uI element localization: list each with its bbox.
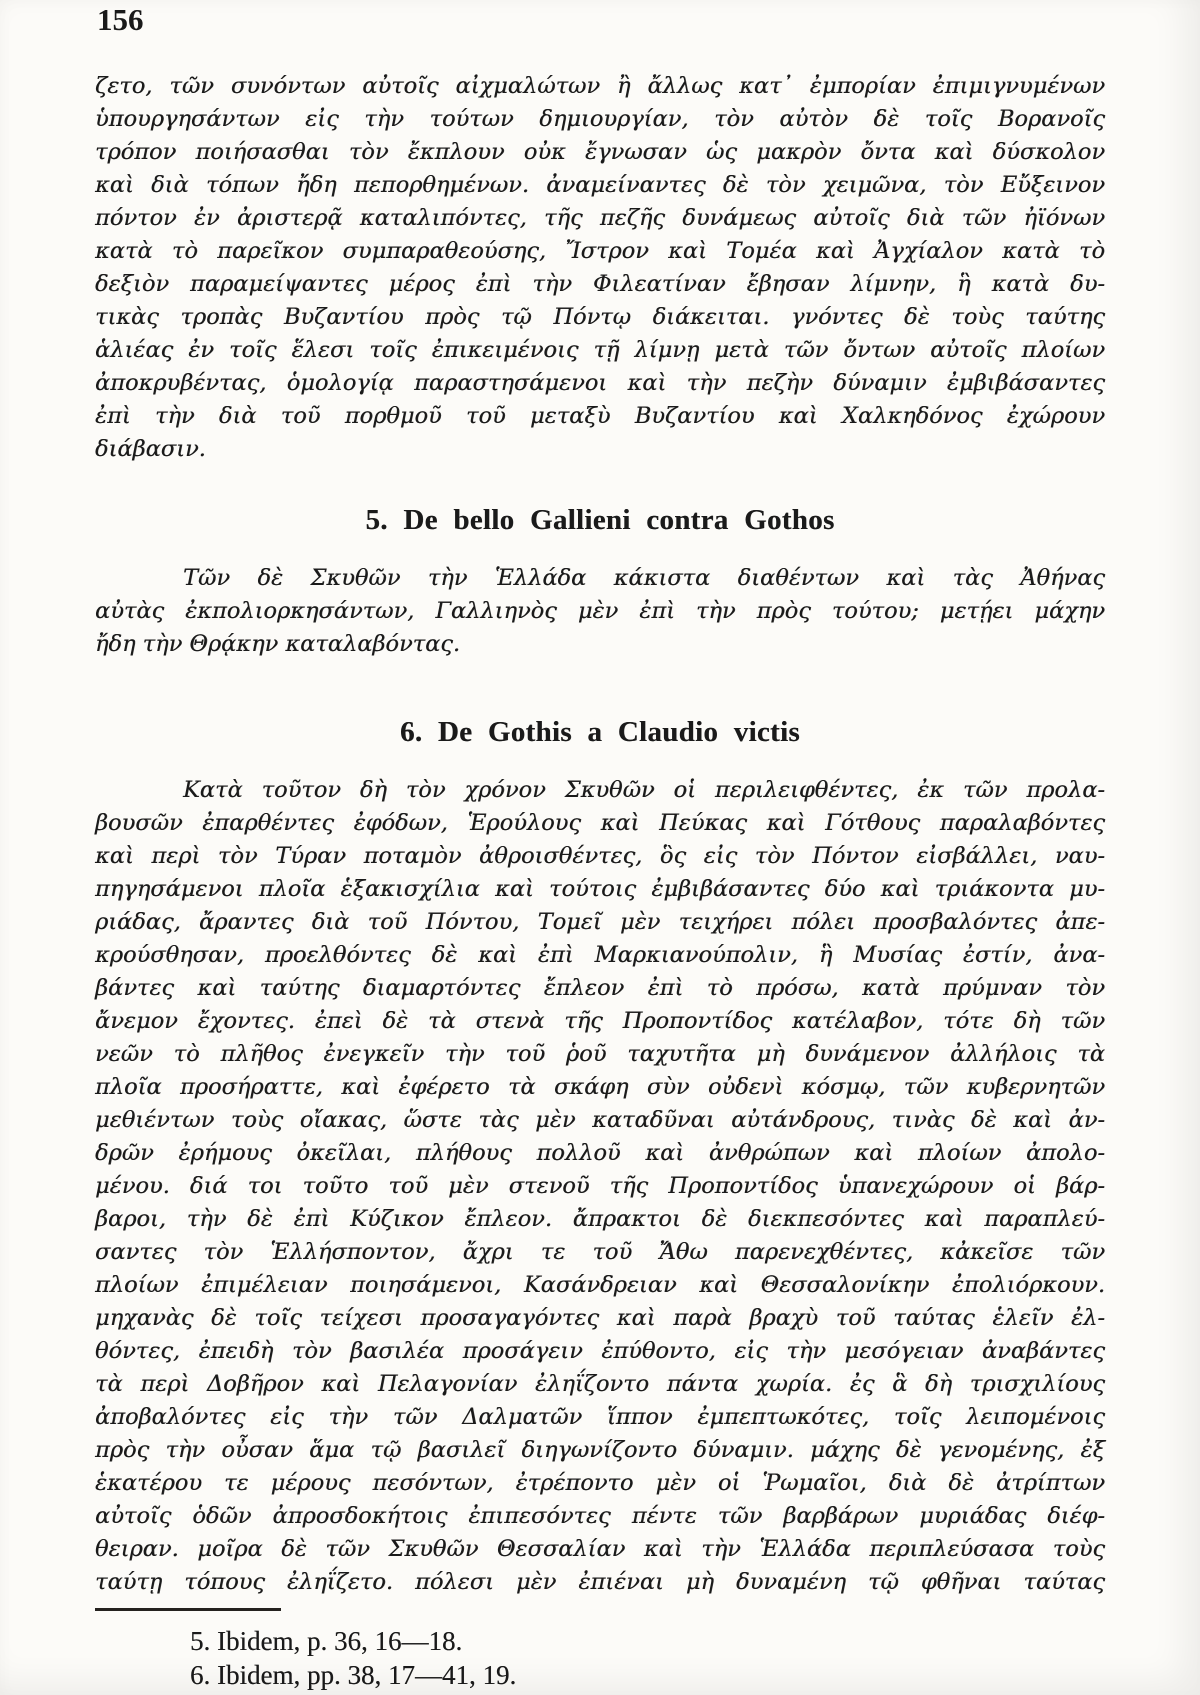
- text-line: θόντες, ἐπειδὴ τὸν βασιλέα προσάγειν ἐπύθοντο, εἰς τὴν μεσόγειαν ἀναβάντες: [95, 1338, 1105, 1364]
- text-line: ἁλιέας ἐν τοῖς ἕλεσι τοῖς ἐπικειμένοις τῇ λίμνῃ μετὰ τῶν ὄντων αὐτοῖς πλοίων: [95, 337, 1105, 363]
- section-6-paragraph: [95, 774, 1105, 1599]
- text-line: πηγησάμενοι πλοῖα ἑξακισχίλια καὶ τούτοις ἐμβιβάσαντες δύο καὶ τριάκοντα μυ-: [95, 876, 1105, 902]
- intro-paragraph: [95, 70, 1105, 466]
- text-line: θειραν. μοῖρα δὲ τῶν Σκυθῶν Θεσσαλίαν καὶ τὴν Ἑλλάδα περιπλεύσασα τοὺς: [95, 1536, 1105, 1562]
- text-line: αὐτοῖς ὁδῶν ἀπροσδοκήτοις ἐπιπεσόντες πέντε τῶν βαρβάρων μυριάδας διέφ-: [95, 1503, 1105, 1529]
- text-line: δρῶν ἐρήμους ὀκεῖλαι, πλήθους πολλοῦ καὶ ἀνθρώπων καὶ πλοίων ἀπολο-: [95, 1140, 1105, 1166]
- text-line: μηχανὰς δὲ τοῖς τείχεσι προσαγαγόντες καὶ παρὰ βραχὺ τοῦ ταύτας ἑλεῖν ἐλ-: [95, 1305, 1105, 1331]
- text-line: πρὸς τὴν οὖσαν ἅμα τῷ βασιλεῖ διηγωνίζοντο δύναμιν. μάχης δὲ γενομένης, ἐξ: [95, 1437, 1105, 1463]
- section-5-heading: 5. De bello Gallieni contra Gothos: [365, 504, 835, 536]
- text-line: βάντες καὶ ταύτης διαμαρτόντες ἔπλεον ἐπὶ τὸ πρόσω, κατὰ πρύμναν τὸν: [95, 975, 1105, 1001]
- text-line: Τῶν δὲ Σκυθῶν τὴν Ἑλλάδα κάκιστα διαθέντων καὶ τὰς Ἀθήνας: [183, 565, 1105, 591]
- text-line: πλοῖα προσήραττε, καὶ ἐφέρετο τὰ σκάφη σὺν οὐδενὶ κόσμῳ, τῶν κυβερνητῶν: [95, 1074, 1105, 1100]
- text-line: πλοίων ἐπιμέλειαν ποιησάμενοι, Κασάνδρειαν καὶ Θεσσαλονίκην ἐπολιόρκουν.: [95, 1272, 1105, 1298]
- text-line: ἀποβαλόντες εἰς τὴν τῶν Δαλματῶν ἵππον ἐμπεπτωκότες, τοῖς λειπομένοις: [95, 1404, 1105, 1430]
- text-line: μένου. διά τοι τοῦτο τοῦ μὲν στενοῦ τῆς Προποντίδος ὑπανεχώρουν οἱ βάρ-: [95, 1173, 1105, 1199]
- footnotes: [190, 1624, 950, 1692]
- text-line: ἄνεμον ἔχοντες. ἐπεὶ δὲ τὰ στενὰ τῆς Προποντίδος κατέλαβον, τότε δὴ τῶν: [95, 1008, 1105, 1034]
- text-line: καὶ διὰ τόπων ἤδη πεπορθημένων. ἀναμείναντες δὲ τὸν χειμῶνα, τὸν Εὔξεινον: [95, 172, 1105, 198]
- text-line: σαντες τὸν Ἑλλήσποντον, ἄχρι τε τοῦ Ἄθω παρενεχθέντες, κἀκεῖσε τῶν: [95, 1239, 1105, 1265]
- text-line: δεξιὸν παραμείψαντες μέρος ἐπὶ τὴν Φιλεατίναν ἔβησαν λίμνην, ἣ κατὰ δυ-: [95, 271, 1105, 297]
- text-line: ἤδη τὴν Θρᾴκην καταλαβόντας.: [95, 631, 461, 657]
- text-line: ἀποκρυβέντας, ὁμολογίᾳ παραστησάμενοι καὶ τὴν πεζὴν δύναμιν ἐμβιβάσαντες: [95, 370, 1105, 396]
- text-line: ταύτῃ τόπους ἐληΐζετο. πόλεσι μὲν ἐπιέναι μὴ δυναμένη τῷ φθῆναι ταύτας: [95, 1569, 1105, 1595]
- text-line: ριάδας, ἄραντες διὰ τοῦ Πόντου, Τομεῖ μὲν τειχήρει πόλει προσβαλόντες ἀπε-: [95, 909, 1105, 935]
- text-line: ἐπὶ τὴν διὰ τοῦ πορθμοῦ τοῦ μεταξὺ Βυζαντίου καὶ Χαλκηδόνος ἐχώρουν: [95, 403, 1105, 429]
- text-line: μεθιέντων τοὺς οἴακας, ὥστε τὰς μὲν καταδῦναι αὐτάνδρους, τινὰς δὲ καὶ ἀν-: [95, 1107, 1105, 1133]
- text-line: νεῶν τὸ πλῆθος ἐνεγκεῖν τὴν τοῦ ῥοῦ ταχυτῆτα μὴ δυνάμενον ἀλλήλοις τὰ: [95, 1041, 1105, 1067]
- text-line: τρόπον ποιήσασθαι τὸν ἔκπλουν οὐκ ἔγνωσαν ὡς μακρὸν ὄντα καὶ δύσκολον: [95, 139, 1105, 165]
- text-line: 6. Ibidem, pp. 38, 17—41, 19.: [190, 1660, 517, 1690]
- text-line: βουσῶν ἐπαρθέντες ἐφόδων, Ἑρούλους καὶ Πεύκας καὶ Γότθους παραλαβόντες: [95, 810, 1105, 836]
- text-line: ὑπουργησάντων εἰς τὴν τούτων δημιουργίαν, τὸν αὐτὸν δὲ τοῖς Βορανοῖς: [95, 106, 1105, 132]
- text-line: κατὰ τὸ παρεῖκον συμπαραθεούσης, Ἴστρον καὶ Τομέα καὶ Ἀγχίαλον κατὰ τὸ: [95, 238, 1105, 264]
- text-line: 5. Ibidem, p. 36, 16—18.: [190, 1626, 463, 1656]
- text-line: κρούσθησαν, προελθόντες δὲ καὶ ἐπὶ Μαρκιανούπολιν, ἣ Μυσίας ἐστίν, ἀνα-: [95, 942, 1105, 968]
- text-line: Κατὰ τοῦτον δὴ τὸν χρόνον Σκυθῶν οἱ περιλειφθέντες, ἐκ τῶν προλα-: [183, 777, 1105, 803]
- text-line: πόντον ἐν ἀριστερᾷ καταλιπόντες, τῆς πεζῆς δυνάμεως αὐτοῖς διὰ τῶν ἠϊόνων: [95, 205, 1105, 231]
- section-6-heading: 6. De Gothis a Claudio victis: [400, 716, 800, 748]
- footnote-separator: [95, 1608, 281, 1611]
- text-line: τὰ περὶ Δοβῆρον καὶ Πελαγονίαν ἐληΐζοντο πάντα χωρία. ἐς ἃ δὴ τρισχιλίους: [95, 1371, 1105, 1397]
- text-line: διάβασιν.: [95, 436, 206, 462]
- text-line: ζετο, τῶν συνόντων αὐτοῖς αἰχμαλώτων ἢ ἄλλως κατ᾽ ἐμπορίαν ἐπιμιγνυμένων: [95, 73, 1105, 99]
- page-number: 156: [97, 2, 144, 37]
- text-line: ἑκατέρου τε μέρους πεσόντων, ἐτρέποντο μὲν οἱ Ῥωμαῖοι, διὰ δὲ ἀτρίπτων: [95, 1470, 1105, 1496]
- text-line: αὐτὰς ἐκπολιορκησάντων, Γαλλιηνὸς μὲν ἐπὶ τὴν πρὸς τούτου; μετῄει μάχην: [95, 598, 1105, 624]
- text-line: καὶ περὶ τὸν Τύραν ποταμὸν ἀθροισθέντες, ὃς εἰς τὸν Πόντον εἰσβάλλει, ναυ-: [95, 843, 1105, 869]
- text-line: τικὰς τροπὰς Βυζαντίου πρὸς τῷ Πόντῳ διάκειται. γνόντες δὲ τοὺς ταύτης: [95, 304, 1105, 330]
- section-5-paragraph: [95, 562, 1105, 661]
- text-line: βαροι, τὴν δὲ ἐπὶ Κύζικον ἔπλεον. ἄπρακτοι δὲ διεκπεσόντες καὶ παραπλεύ-: [95, 1206, 1105, 1232]
